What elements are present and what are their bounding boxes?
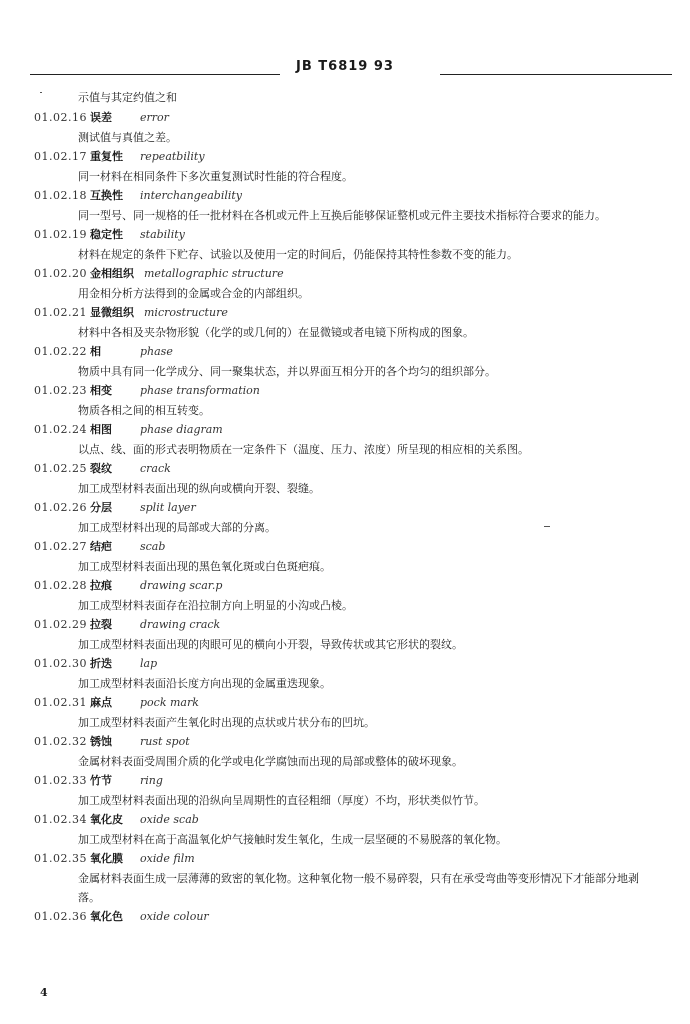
term-entry xyxy=(34,225,660,264)
term-english: stability xyxy=(140,228,185,241)
term-definition: 加工成型材料出现的局部或大部的分离。 xyxy=(78,521,276,534)
term-number: 01.02.16 xyxy=(34,111,87,124)
term-line xyxy=(34,654,660,674)
term-entry xyxy=(34,342,660,381)
term-english: oxide colour xyxy=(140,910,209,923)
term-list xyxy=(34,88,660,927)
term-entry xyxy=(34,381,660,420)
term-definition: 用金相分析方法得到的金属或合金的内部组织。 xyxy=(78,287,309,300)
term-english: crack xyxy=(140,462,171,475)
term-line xyxy=(34,459,660,479)
term-line xyxy=(34,303,660,323)
term-line xyxy=(34,108,660,128)
term-definition: 金属材料表面生成一层薄薄的致密的氧化物。这种氧化物一般不易碎裂，只有在承受弯曲等变形情况下才能部分地剥落。 xyxy=(78,872,639,904)
term-number: 01.02.32 xyxy=(34,735,87,748)
term-entry xyxy=(34,186,660,225)
term-number: 01.02.35 xyxy=(34,852,87,865)
page-header xyxy=(0,0,690,82)
term-english: scab xyxy=(140,540,166,553)
term-number: 01.02.25 xyxy=(34,462,87,475)
term-entry xyxy=(34,498,660,537)
term-number: 01.02.36 xyxy=(34,910,87,923)
term-definition: 加工成型材料表面出现的黑色氧化斑或白色斑疤痕。 xyxy=(78,560,331,573)
term-entry xyxy=(34,576,660,615)
term-english: lap xyxy=(140,657,158,670)
continuation-text: 示值与其定约值之和 xyxy=(78,91,177,104)
term-chinese: 相 xyxy=(90,345,101,358)
term-definition: 以点、线、面的形式表明物质在一定条件下（温度、压力、浓度）所呈现的相应相的关系图。 xyxy=(78,443,529,456)
term-number: 01.02.24 xyxy=(34,423,87,436)
term-line xyxy=(34,225,660,245)
term-definition: 材料中各相及夹杂物形貌（化学的或几何的）在显微镜或者电镜下所构成的图象。 xyxy=(78,326,474,339)
term-definition: 加工成型材料表面沿长度方向出现的金属重迭现象。 xyxy=(78,677,331,690)
term-english: microstructure xyxy=(144,306,228,319)
term-line xyxy=(34,771,660,791)
term-entry xyxy=(34,693,660,732)
term-definition: 加工成型材料表面产生氧化时出现的点状或片状分布的凹坑。 xyxy=(78,716,375,729)
term-number: 01.02.30 xyxy=(34,657,87,670)
term-chinese: 误差 xyxy=(90,111,112,124)
term-number: 01.02.20 xyxy=(34,267,87,280)
term-english: metallographic structure xyxy=(144,267,284,280)
term-line xyxy=(34,264,660,284)
term-english: interchangeability xyxy=(140,189,243,202)
page-number: 4 xyxy=(40,986,48,999)
term-definition: 同一型号、同一规格的任一批材料在各机或元件上互换后能够保证整机或元件主要技术指标符合要求的能力。 xyxy=(78,209,606,222)
term-number: 01.02.34 xyxy=(34,813,87,826)
scan-speck xyxy=(40,92,42,93)
term-number: 01.02.18 xyxy=(34,189,87,202)
term-entry xyxy=(34,264,660,303)
term-english: split layer xyxy=(140,501,196,514)
term-line xyxy=(34,693,660,713)
term-line xyxy=(34,810,660,830)
term-line xyxy=(34,576,660,596)
term-chinese: 显微组织 xyxy=(90,306,134,319)
term-line xyxy=(34,147,660,167)
term-entry xyxy=(34,849,660,907)
term-chinese: 拉裂 xyxy=(90,618,112,631)
term-english: error xyxy=(140,111,169,124)
term-definition: 物质各相之间的相互转变。 xyxy=(78,404,210,417)
term-definition: 物质中具有同一化学成分、同一聚集状态，并以界面互相分开的各个均匀的组织部分。 xyxy=(78,365,496,378)
term-line xyxy=(34,186,660,206)
term-chinese: 稳定性 xyxy=(90,228,123,241)
header-rule-left xyxy=(30,74,280,75)
term-entry xyxy=(34,654,660,693)
term-definition: 加工成型材料表面出现的纵向或横向开裂、裂缝。 xyxy=(78,482,320,495)
term-line xyxy=(34,498,660,518)
term-definition: 测试值与真值之差。 xyxy=(78,131,177,144)
term-chinese: 分层 xyxy=(90,501,112,514)
term-number: 01.02.19 xyxy=(34,228,87,241)
term-chinese: 竹节 xyxy=(90,774,112,787)
scan-speck xyxy=(544,526,550,527)
term-line xyxy=(34,342,660,362)
term-chinese: 氧化色 xyxy=(90,910,123,923)
term-chinese: 氧化膜 xyxy=(90,852,123,865)
term-english: phase diagram xyxy=(140,423,223,436)
term-line xyxy=(34,615,660,635)
term-line xyxy=(34,537,660,557)
term-line xyxy=(34,420,660,440)
term-entry xyxy=(34,108,660,147)
term-line xyxy=(34,732,660,752)
term-chinese: 互换性 xyxy=(90,189,123,202)
term-chinese: 重复性 xyxy=(90,150,123,163)
term-chinese: 锈蚀 xyxy=(90,735,112,748)
term-entry xyxy=(34,420,660,459)
term-definition: 加工成型材料表面出现的肉眼可见的横向小开裂，导致传状或其它形状的裂纹。 xyxy=(78,638,463,651)
term-number: 01.02.17 xyxy=(34,150,87,163)
term-english: phase xyxy=(140,345,173,358)
term-number: 01.02.23 xyxy=(34,384,87,397)
term-number: 01.02.21 xyxy=(34,306,87,319)
term-chinese: 相变 xyxy=(90,384,112,397)
term-line xyxy=(34,907,660,927)
term-entry xyxy=(34,147,660,186)
term-chinese: 拉痕 xyxy=(90,579,112,592)
term-english: repeatbility xyxy=(140,150,205,163)
term-chinese: 氧化皮 xyxy=(90,813,123,826)
term-chinese: 裂纹 xyxy=(90,462,112,475)
term-entry xyxy=(34,771,660,810)
term-entry xyxy=(34,537,660,576)
term-chinese: 金相组织 xyxy=(90,267,134,280)
term-entry xyxy=(34,459,660,498)
term-number: 01.02.33 xyxy=(34,774,87,787)
term-number: 01.02.29 xyxy=(34,618,87,631)
term-chinese: 结疤 xyxy=(90,540,112,553)
term-english: drawing crack xyxy=(140,618,221,631)
term-number: 01.02.31 xyxy=(34,696,87,709)
term-definition: 同一材料在相同条件下多次重复测试时性能的符合程度。 xyxy=(78,170,353,183)
term-entry xyxy=(34,732,660,771)
term-number: 01.02.22 xyxy=(34,345,87,358)
term-entry xyxy=(34,907,660,927)
term-entry xyxy=(34,303,660,342)
term-chinese: 折迭 xyxy=(90,657,112,670)
standard-code: JB T6819 93 xyxy=(296,59,394,74)
term-number: 01.02.28 xyxy=(34,579,87,592)
term-english: oxide scab xyxy=(140,813,199,826)
term-english: drawing scar.p xyxy=(140,579,223,592)
term-definition: 金属材料表面受周围介质的化学或电化学腐蚀而出现的局部或整体的破坏现象。 xyxy=(78,755,463,768)
term-definition: 加工成型材料在高于高温氧化炉气接触时发生氧化，生成一层坚硬的不易脱落的氧化物。 xyxy=(78,833,507,846)
term-english: oxide film xyxy=(140,852,195,865)
term-english: rust spot xyxy=(140,735,190,748)
term-number: 01.02.27 xyxy=(34,540,87,553)
term-line xyxy=(34,849,660,869)
term-definition: 加工成型材料表面存在沿拉制方向上明显的小沟或凸棱。 xyxy=(78,599,353,612)
term-entry xyxy=(34,810,660,849)
term-definition: 加工成型材料表面出现的沿纵向呈周期性的直径粗细（厚度）不均，形状类似竹节。 xyxy=(78,794,485,807)
term-chinese: 麻点 xyxy=(90,696,112,709)
term-entry xyxy=(34,615,660,654)
term-number: 01.02.26 xyxy=(34,501,87,514)
term-english: ring xyxy=(140,774,163,787)
term-english: phase transformation xyxy=(140,384,260,397)
header-rule-right xyxy=(440,74,672,75)
term-english: pock mark xyxy=(140,696,199,709)
term-line xyxy=(34,381,660,401)
term-chinese: 相图 xyxy=(90,423,112,436)
term-definition: 材料在规定的条件下贮存、试验以及使用一定的时间后，仍能保持其特性参数不变的能力。 xyxy=(78,248,518,261)
